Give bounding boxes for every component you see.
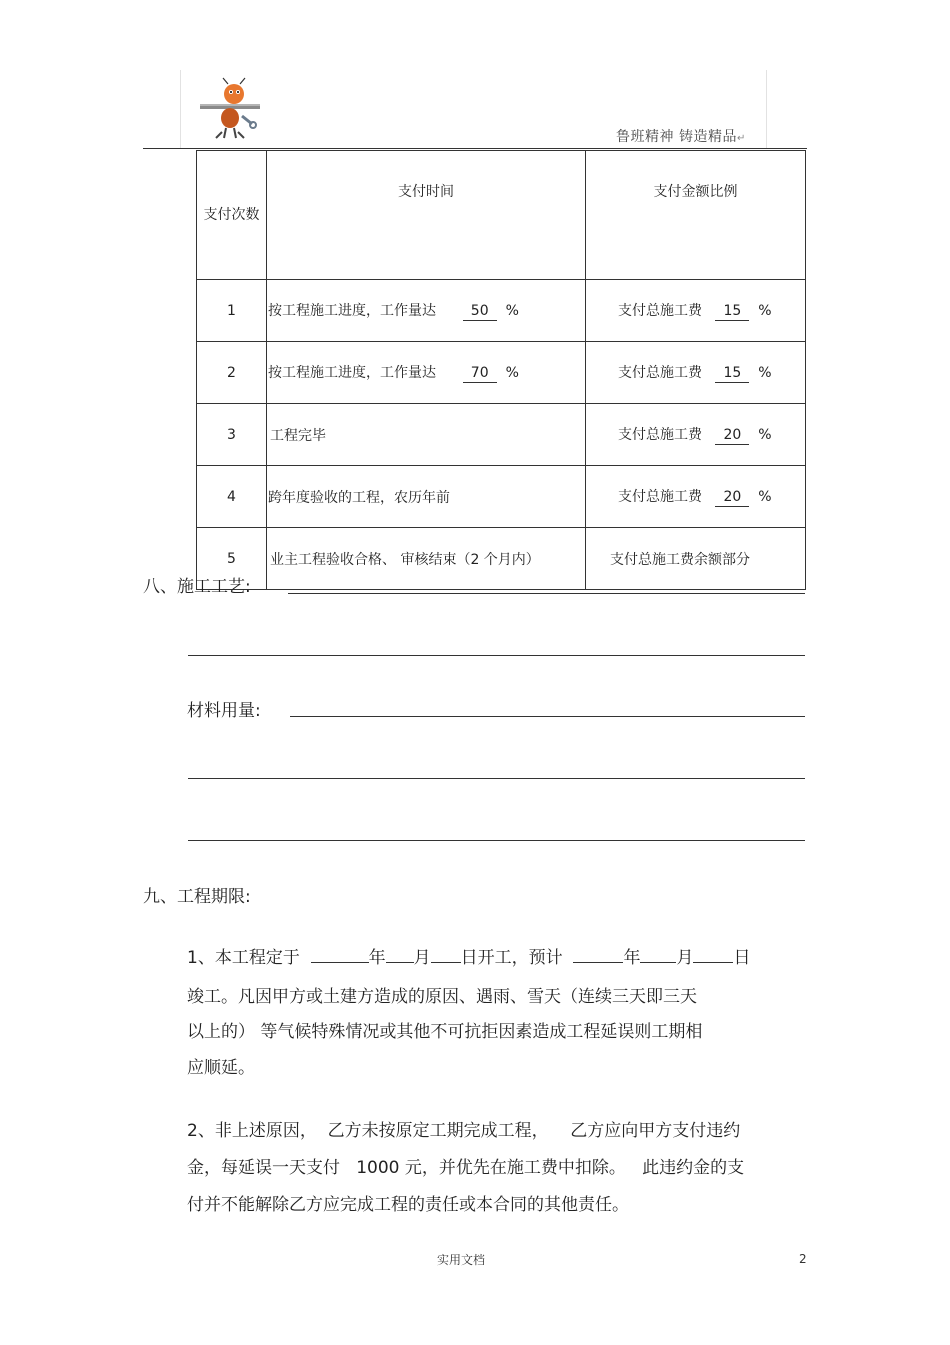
end-day-blank [693, 944, 733, 963]
materials-blank-line-1 [290, 716, 805, 717]
table-header-row [197, 151, 806, 280]
row-time: 业主工程验收合格、 审核结束（2 个月内） [267, 528, 586, 590]
term-paragraph-2-line-2: 金，每延误一天支付 1000 元，并优先在施工费中扣除。 此违约金的支 [187, 1158, 745, 1178]
row-time: 按工程施工进度，工作量达 70 % [267, 342, 586, 404]
section-8-title: 八、施工工艺: [143, 577, 251, 597]
row-number: 4 [197, 466, 267, 528]
row-time: 工程完毕 [267, 404, 586, 466]
header-slogan: 鲁班精神 铸造精品↵ [616, 129, 746, 145]
header-payment-amount: 支付金额比例 [586, 151, 806, 280]
end-month-blank [640, 944, 676, 963]
materials-blank-line-3 [188, 840, 805, 841]
term-paragraph-1-line-1: 1、本工程定于 年 月 日开工，预计 年 月 日 [187, 943, 750, 968]
amount-value: 20 [715, 488, 749, 507]
table-row [197, 404, 806, 466]
row-amount: 支付总施工费 20 % [586, 404, 806, 466]
craft-blank-line-2 [188, 655, 805, 656]
progress-value: 70 [463, 364, 497, 383]
header-rule [143, 148, 807, 149]
footer-label: 实用文档 [437, 1253, 486, 1267]
row-amount: 支付总施工费 15 % [586, 280, 806, 342]
row-number: 5 [197, 528, 267, 590]
row-time: 跨年度验收的工程，农历年前 [267, 466, 586, 528]
row-amount: 支付总施工费 20 % [586, 466, 806, 528]
row-number: 2 [197, 342, 267, 404]
materials-label: 材料用量: [187, 701, 261, 721]
table-row [197, 528, 806, 590]
materials-blank-line-2 [188, 778, 805, 779]
row-amount: 支付总施工费余额部分 [586, 528, 806, 590]
row-time: 按工程施工进度，工作量达 50 % [267, 280, 586, 342]
progress-value: 50 [463, 302, 497, 321]
amount-value: 15 [715, 364, 749, 383]
term-paragraph-2-line-3: 付并不能解除乙方应完成工程的责任或本合同的其他责任。 [187, 1195, 629, 1215]
start-year-blank [311, 944, 369, 963]
term-paragraph-2-line-1: 2、非上述原因， 乙方未按原定工期完成工程， 乙方应向甲方支付违约 [187, 1121, 741, 1141]
row-number: 3 [197, 404, 267, 466]
term-paragraph-1-line-3: 以上的） 等气候特殊情况或其他不可抗拒因素造成工程延误则工期相 [187, 1022, 703, 1042]
end-year-blank [573, 944, 623, 963]
term-paragraph-1-line-2: 竣工。凡因甲方或土建方造成的原因、遇雨、雪天（连续三天即三天 [187, 987, 697, 1007]
page-number: 2 [799, 1252, 807, 1266]
row-amount: 支付总施工费 15 % [586, 342, 806, 404]
amount-value: 20 [715, 426, 749, 445]
amount-value: 15 [715, 302, 749, 321]
table-row [197, 342, 806, 404]
row-number: 1 [197, 280, 267, 342]
start-month-blank [386, 944, 414, 963]
start-day-blank [431, 944, 461, 963]
section-9-title: 九、工程期限: [143, 887, 251, 907]
table-row [197, 466, 806, 528]
craft-blank-line-1 [288, 593, 805, 594]
header-payment-count: 支付次数 [197, 151, 267, 280]
table-row [197, 280, 806, 342]
payment-schedule-table [196, 150, 806, 590]
header-payment-time: 支付时间 [267, 151, 586, 280]
ant-worker-logo-icon [198, 76, 262, 142]
term-paragraph-1-line-4: 应顺延。 [187, 1058, 255, 1078]
